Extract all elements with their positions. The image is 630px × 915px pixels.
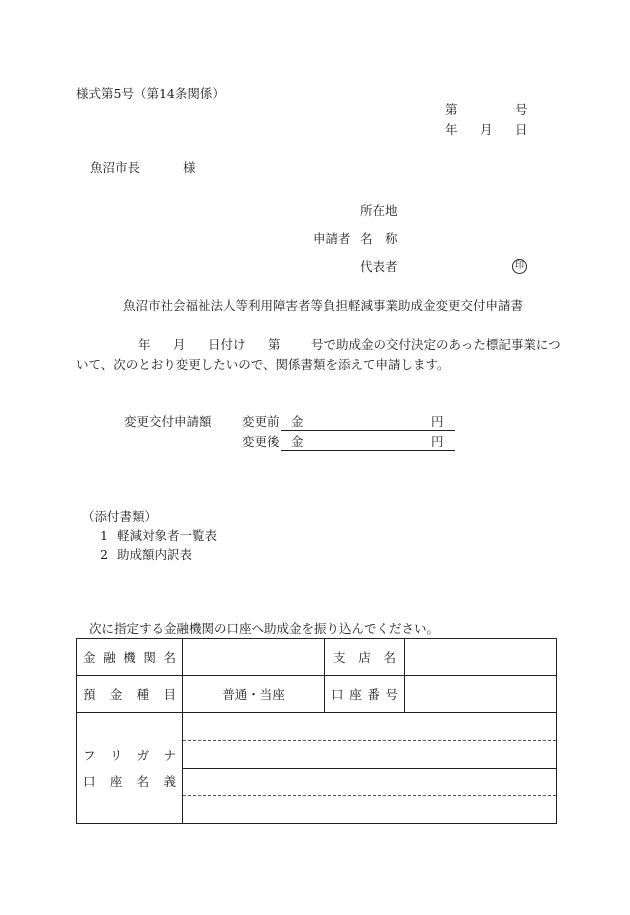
bank-account-table (76, 638, 557, 824)
body-month: 月 (173, 337, 186, 352)
document-number-dai: 第 (445, 102, 458, 117)
attachment-item-text: 助成額内訳表 (117, 547, 193, 562)
branch-name-label: 支 店 名 (325, 639, 405, 676)
seal-mark: 印 (512, 259, 527, 274)
addressee-name: 魚沼市長 (90, 160, 141, 175)
bank-instruction: 次に指定する金融機関の口座へ助成金を振り込んでください。 (89, 621, 440, 636)
furigana-row-2[interactable] (183, 769, 556, 797)
account-holder-row-1[interactable] (183, 741, 556, 769)
date-day: 日 (515, 122, 528, 137)
representative-label: 代表者 (360, 259, 398, 274)
account-number-field[interactable] (405, 676, 557, 713)
name-label: 名 称 (360, 231, 398, 246)
applicant-label: 申請者 (313, 231, 351, 246)
institution-name-field[interactable] (183, 639, 325, 676)
account-number-label: 口 座 番 号 (325, 676, 405, 713)
address-label: 所在地 (360, 203, 398, 218)
account-type-value[interactable]: 普通・当座 (183, 676, 325, 713)
before-change-label: 変更前 (242, 414, 280, 429)
addressee-honorific: 様 (183, 160, 196, 175)
furigana-holder-field[interactable] (183, 713, 557, 824)
document-number-go: 号 (515, 102, 528, 117)
after-change-label: 変更後 (242, 434, 280, 449)
body-year: 年 (138, 337, 151, 352)
form-number: 様式第5号（第14条関係） (76, 86, 225, 101)
attachment-item-num: 1 (100, 528, 108, 543)
account-type-label: 預 金 種 目 (77, 676, 183, 713)
document-title: 魚沼市社会福祉法人等利用障害者等負担軽減事業助成金変更交付申請書 (123, 298, 524, 313)
furigana-row-1[interactable] (183, 713, 556, 741)
before-yen: 円 (431, 414, 444, 429)
institution-name-label: 金 融 機 関 名 (77, 639, 183, 676)
body-line1-rest: 号で助成金の交付決定のあった標記事業につ (311, 337, 561, 352)
body-dai: 第 (268, 337, 281, 352)
attachment-item-num: 2 (100, 547, 108, 562)
branch-name-field[interactable] (405, 639, 557, 676)
before-kin: 金 (291, 414, 304, 429)
after-yen: 円 (431, 434, 444, 449)
body-line2: いて、次のとおり変更したいので、関係書類を添えて申請します。 (76, 357, 450, 372)
after-kin: 金 (291, 434, 304, 449)
attachments-heading: （添付書類） (82, 509, 158, 524)
after-amount-underline (281, 450, 455, 451)
body-dated: 日付け (208, 337, 246, 352)
account-holder-row-2[interactable] (183, 796, 556, 823)
furigana-holder-label: フ リ ガ ナ 口 座 名 義 (77, 713, 183, 824)
attachment-item-text: 軽減対象者一覧表 (117, 528, 218, 543)
date-year: 年 (445, 122, 458, 137)
date-month: 月 (480, 122, 493, 137)
before-amount-underline (281, 430, 455, 431)
amount-label: 変更交付申請額 (124, 414, 212, 429)
